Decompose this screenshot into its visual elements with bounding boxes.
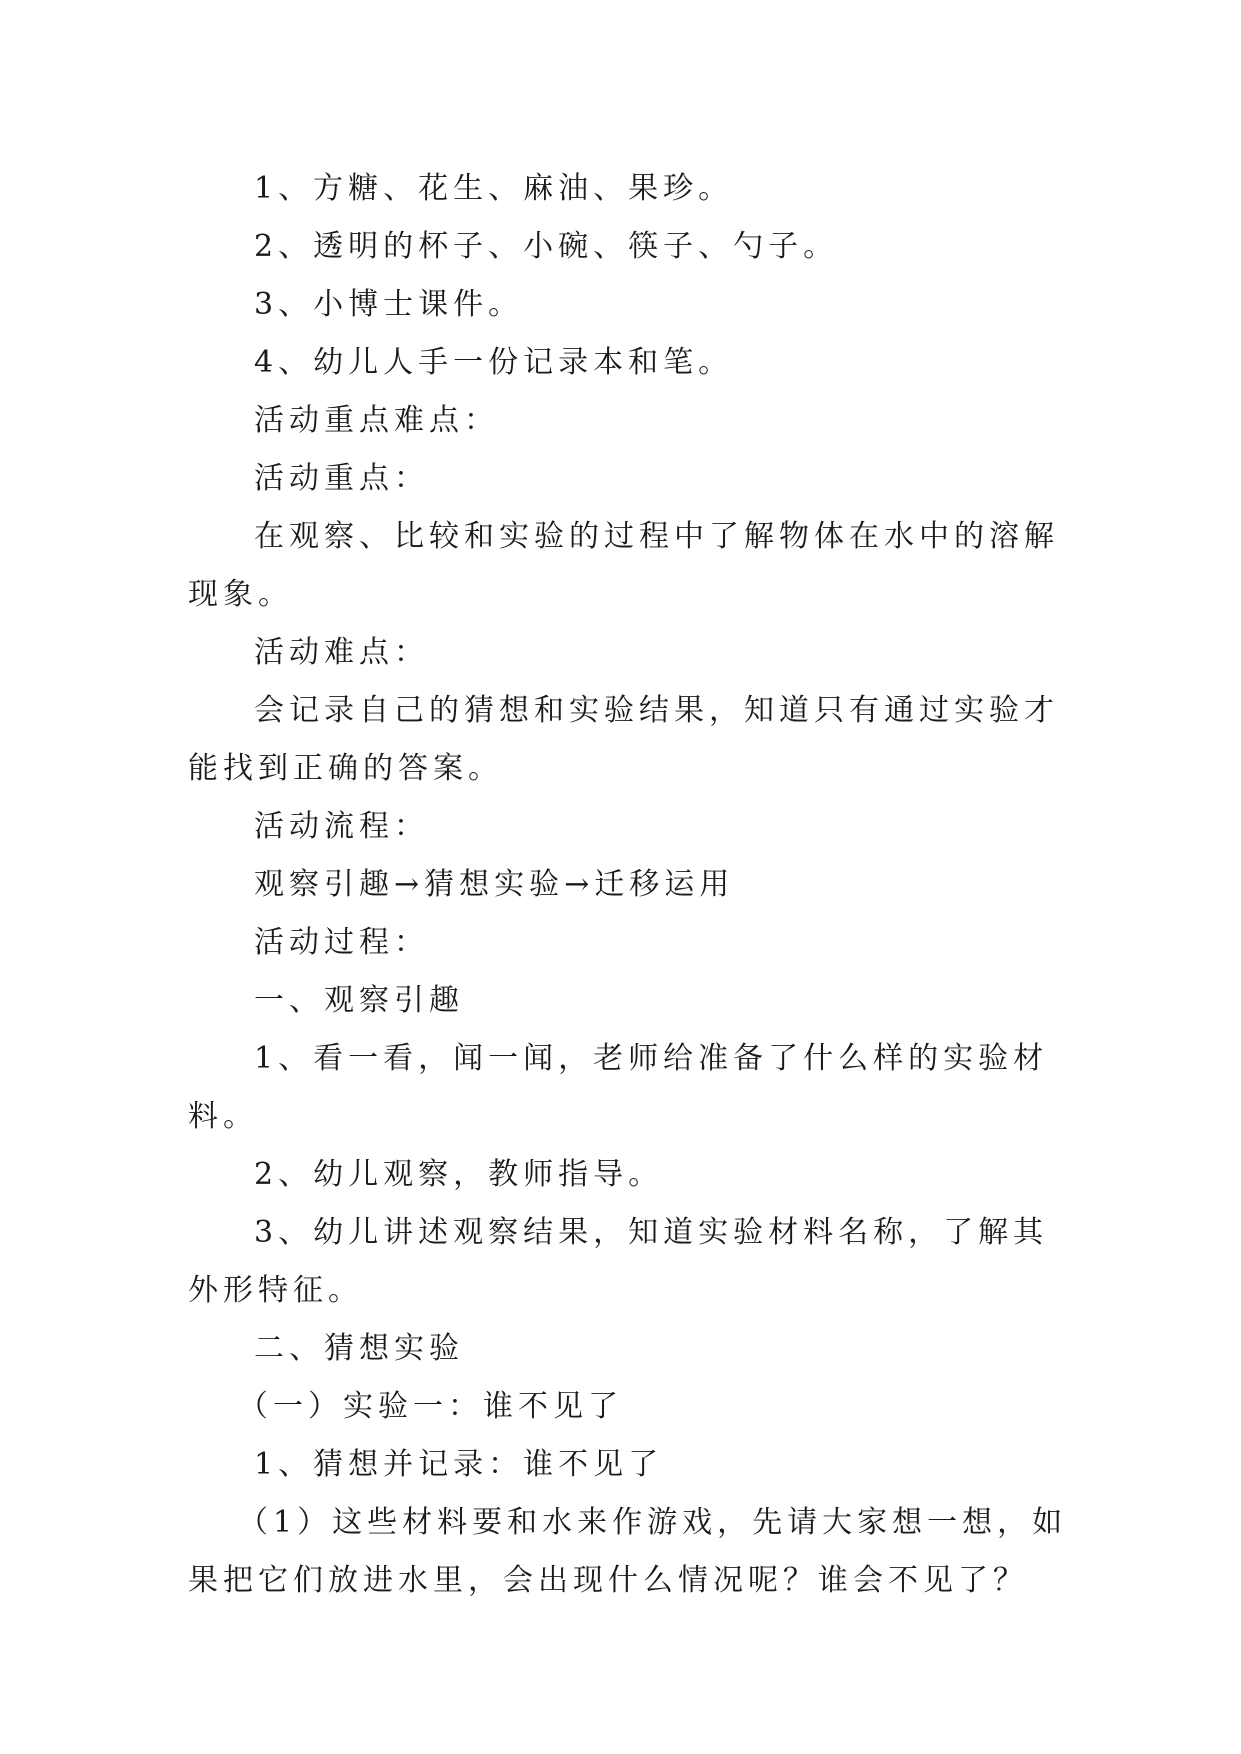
paragraph-guess-question: （1）这些材料要和水来作游戏，先请大家想一想，如果把它们放进水里，会出现什么情况呢？谁会不见了？ bbox=[188, 1505, 1068, 1598]
list-item-observe-2: 2、幼儿观察，教师指导。 bbox=[254, 1157, 664, 1192]
section-heading-2: 二、猜想实验 bbox=[254, 1331, 464, 1366]
list-item-materials-1: 1、方糖、花生、麻油、果珍。 bbox=[254, 171, 734, 206]
list-item-observe-3: 3、幼儿讲述观察结果，知道实验材料名称，了解其外形特征。 bbox=[188, 1215, 1049, 1308]
document-body bbox=[188, 160, 1068, 1610]
paragraph-key-points: 在观察、比较和实验的过程中了解物体在水中的溶解现象。 bbox=[188, 519, 1059, 612]
paragraph-difficult-points: 会记录自己的猜想和实验结果，知道只有通过实验才能找到正确的答案。 bbox=[188, 693, 1059, 786]
section-heading-1: 一、观察引趣 bbox=[254, 983, 464, 1018]
heading-difficult-points: 活动难点： bbox=[254, 635, 429, 670]
heading-key-difficult-points: 活动重点难点： bbox=[254, 403, 499, 438]
list-item-materials-4: 4、幼儿人手一份记录本和笔。 bbox=[254, 345, 734, 380]
subsection-heading-experiment-1: （一）实验一：谁不见了 bbox=[238, 1389, 623, 1424]
heading-activity-process: 活动过程： bbox=[254, 925, 429, 960]
list-item-observe-1: 1、看一看，闻一闻，老师给准备了什么样的实验材料。 bbox=[188, 1041, 1049, 1134]
list-item-guess-1: 1、猜想并记录：谁不见了 bbox=[254, 1447, 664, 1482]
heading-activity-flow: 活动流程： bbox=[254, 809, 429, 844]
list-item-materials-3: 3、小博士课件。 bbox=[254, 287, 524, 322]
heading-key-points: 活动重点： bbox=[254, 461, 429, 496]
paragraph-activity-flow: 观察引趣→猜想实验→迁移运用 bbox=[254, 867, 735, 902]
list-item-materials-2: 2、透明的杯子、小碗、筷子、勺子。 bbox=[254, 229, 839, 264]
